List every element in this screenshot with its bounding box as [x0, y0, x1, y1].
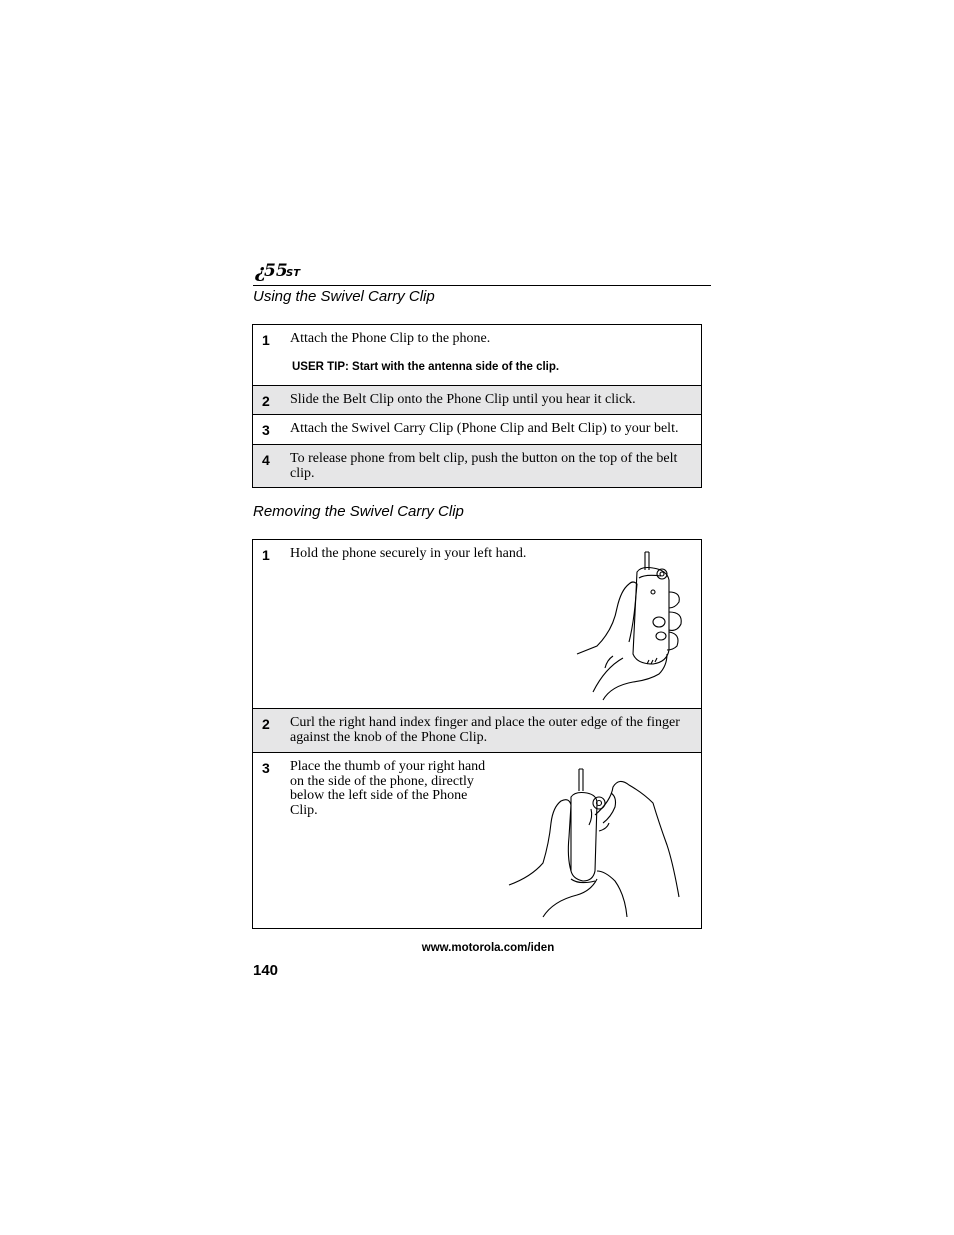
removing-steps-table — [252, 539, 702, 929]
page-number: 140 — [253, 962, 279, 979]
svg-text:¿: ¿ — [255, 260, 267, 281]
step-text: Attach the Swivel Carry Clip (Phone Clip and Belt Clip) to your belt. — [290, 421, 679, 436]
user-tip: USER TIP: Start with the antenna side of the clip. — [292, 361, 560, 373]
step-row — [253, 540, 701, 708]
step-row — [253, 414, 701, 444]
step-number: 4 — [262, 452, 270, 468]
using-steps-table — [252, 324, 702, 488]
product-logo — [255, 259, 305, 281]
step-number: 1 — [262, 547, 270, 563]
step-text: Curl the right hand index finger and place the outer edge of the finger against the knob of the Phone Clip. — [290, 715, 680, 745]
svg-text:55: 55 — [264, 261, 288, 281]
step-text: Attach the Phone Clip to the phone. — [290, 331, 491, 346]
footer-url: www.motorola.com/iden — [421, 942, 555, 954]
hands-removing-clip-illustration — [507, 767, 683, 919]
step-row — [253, 708, 701, 752]
step-number: 3 — [262, 422, 270, 438]
header-rule — [253, 285, 711, 286]
step-number: 1 — [262, 332, 270, 348]
step-row — [253, 385, 701, 414]
step-number: 3 — [262, 760, 270, 776]
step-row — [253, 444, 701, 487]
step-row — [253, 752, 701, 928]
step-text: To release phone from belt clip, push the button on the top of the belt clip. — [290, 451, 678, 481]
step-number: 2 — [262, 393, 270, 409]
step-text: Slide the Belt Clip onto the Phone Clip until you hear it click. — [290, 392, 636, 407]
svg-text:ST: ST — [286, 268, 301, 279]
hand-holding-phone-illustration — [575, 550, 687, 702]
step-text: Hold the phone securely in your left hand. — [290, 546, 527, 561]
section-heading-using: Using the Swivel Carry Clip — [253, 288, 435, 305]
section-heading-removing: Removing the Swivel Carry Clip — [253, 503, 464, 520]
step-number: 2 — [262, 716, 270, 732]
step-row — [253, 325, 701, 385]
step-text: Place the thumb of your right hand on the side of the phone, directly below the left side of the Phone Clip. — [290, 759, 486, 818]
